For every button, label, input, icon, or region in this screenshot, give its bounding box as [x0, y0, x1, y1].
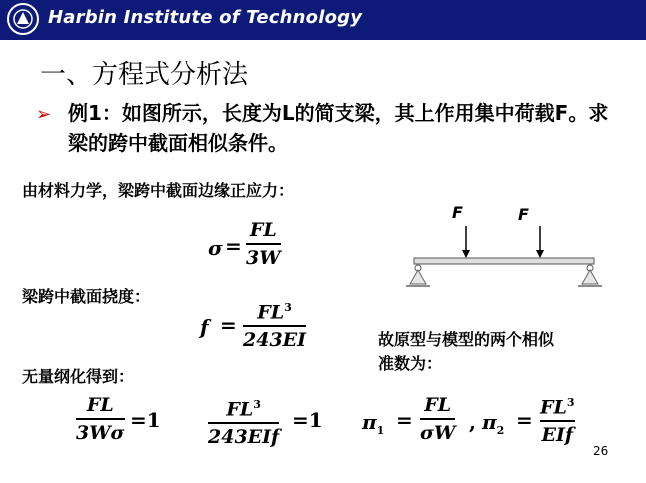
- denominator: 243EI: [243, 329, 307, 352]
- section-title: 一、方程式分析法: [40, 60, 249, 90]
- fraction-bar: [540, 420, 575, 422]
- load-label-2: F: [518, 205, 529, 224]
- denominator: EIf: [541, 424, 574, 447]
- equals-one: =1: [292, 408, 323, 432]
- fraction-deflection: [243, 297, 306, 351]
- fraction-dimensionless-1: [76, 394, 125, 444]
- criteria-label: 故原型与模型的两个相似准数为：: [378, 330, 555, 373]
- stress-label: 由材料力学，梁跨中截面边缘正应力：: [22, 181, 295, 200]
- numerator-text: FL: [257, 301, 285, 324]
- beam-diagram: [400, 198, 610, 298]
- pi-symbol: π: [362, 410, 377, 434]
- subscript: 2: [496, 424, 505, 437]
- fraction-bar: [420, 418, 455, 420]
- dimensionless-label: 无量纲化得到：: [22, 367, 135, 386]
- equals-sign: =: [516, 408, 533, 432]
- numerator: [226, 394, 261, 420]
- numerator: FL: [424, 394, 452, 416]
- equals-sign: =: [220, 313, 237, 337]
- pi-2: [482, 410, 504, 437]
- equals-one: =1: [130, 408, 161, 432]
- denominator: 3Wσ: [76, 422, 125, 444]
- left-support-icon: [410, 270, 426, 284]
- pi-symbol: π: [482, 410, 497, 434]
- header-title: Harbin Institute of Technology: [48, 7, 363, 28]
- comma: ,: [469, 410, 476, 434]
- fraction-bar: [76, 418, 125, 420]
- f-symbol: f: [200, 315, 209, 339]
- fraction-bar: [243, 325, 306, 327]
- sigma-symbol: σ: [208, 236, 223, 260]
- header-bar: [0, 0, 646, 40]
- numerator: FL: [249, 219, 277, 241]
- university-logo: [6, 2, 40, 36]
- numerator: [540, 392, 575, 418]
- fraction-bar: [208, 422, 279, 424]
- exponent: 3: [253, 398, 261, 411]
- beam: [414, 258, 594, 264]
- denominator: 3W: [246, 247, 281, 269]
- equals-sign: =: [225, 234, 242, 258]
- load-label-1: F: [452, 203, 463, 222]
- fraction-pi-2: [540, 392, 575, 446]
- deflection-label: 梁跨中截面挠度：: [22, 287, 151, 306]
- fraction-dimensionless-2: [208, 394, 279, 448]
- exponent: 3: [566, 396, 575, 409]
- subscript: 1: [376, 424, 385, 437]
- equals-sign: =: [396, 408, 413, 432]
- exponent: 3: [284, 301, 292, 314]
- numerator-text: FL: [540, 396, 567, 419]
- numerator: FL: [86, 394, 114, 416]
- pi-1: [362, 410, 384, 437]
- page-number: 26: [593, 444, 609, 458]
- arrowhead-2-icon: [536, 250, 544, 258]
- right-support-icon: [582, 270, 598, 284]
- denominator: σW: [420, 422, 456, 444]
- denominator: 243EIf: [208, 426, 280, 449]
- example-text: 例1：如图所示，长度为L的简支梁，其上作用集中荷载F。求梁的跨中截面相似条件。: [68, 101, 609, 155]
- numerator: [257, 297, 292, 323]
- bullet-arrow-icon: ➢: [36, 104, 52, 125]
- numerator-text: FL: [226, 398, 254, 421]
- fraction-bar: [246, 243, 281, 245]
- fraction-stress: [246, 219, 281, 269]
- fraction-pi-1: [420, 394, 455, 444]
- arrowhead-1-icon: [462, 250, 470, 258]
